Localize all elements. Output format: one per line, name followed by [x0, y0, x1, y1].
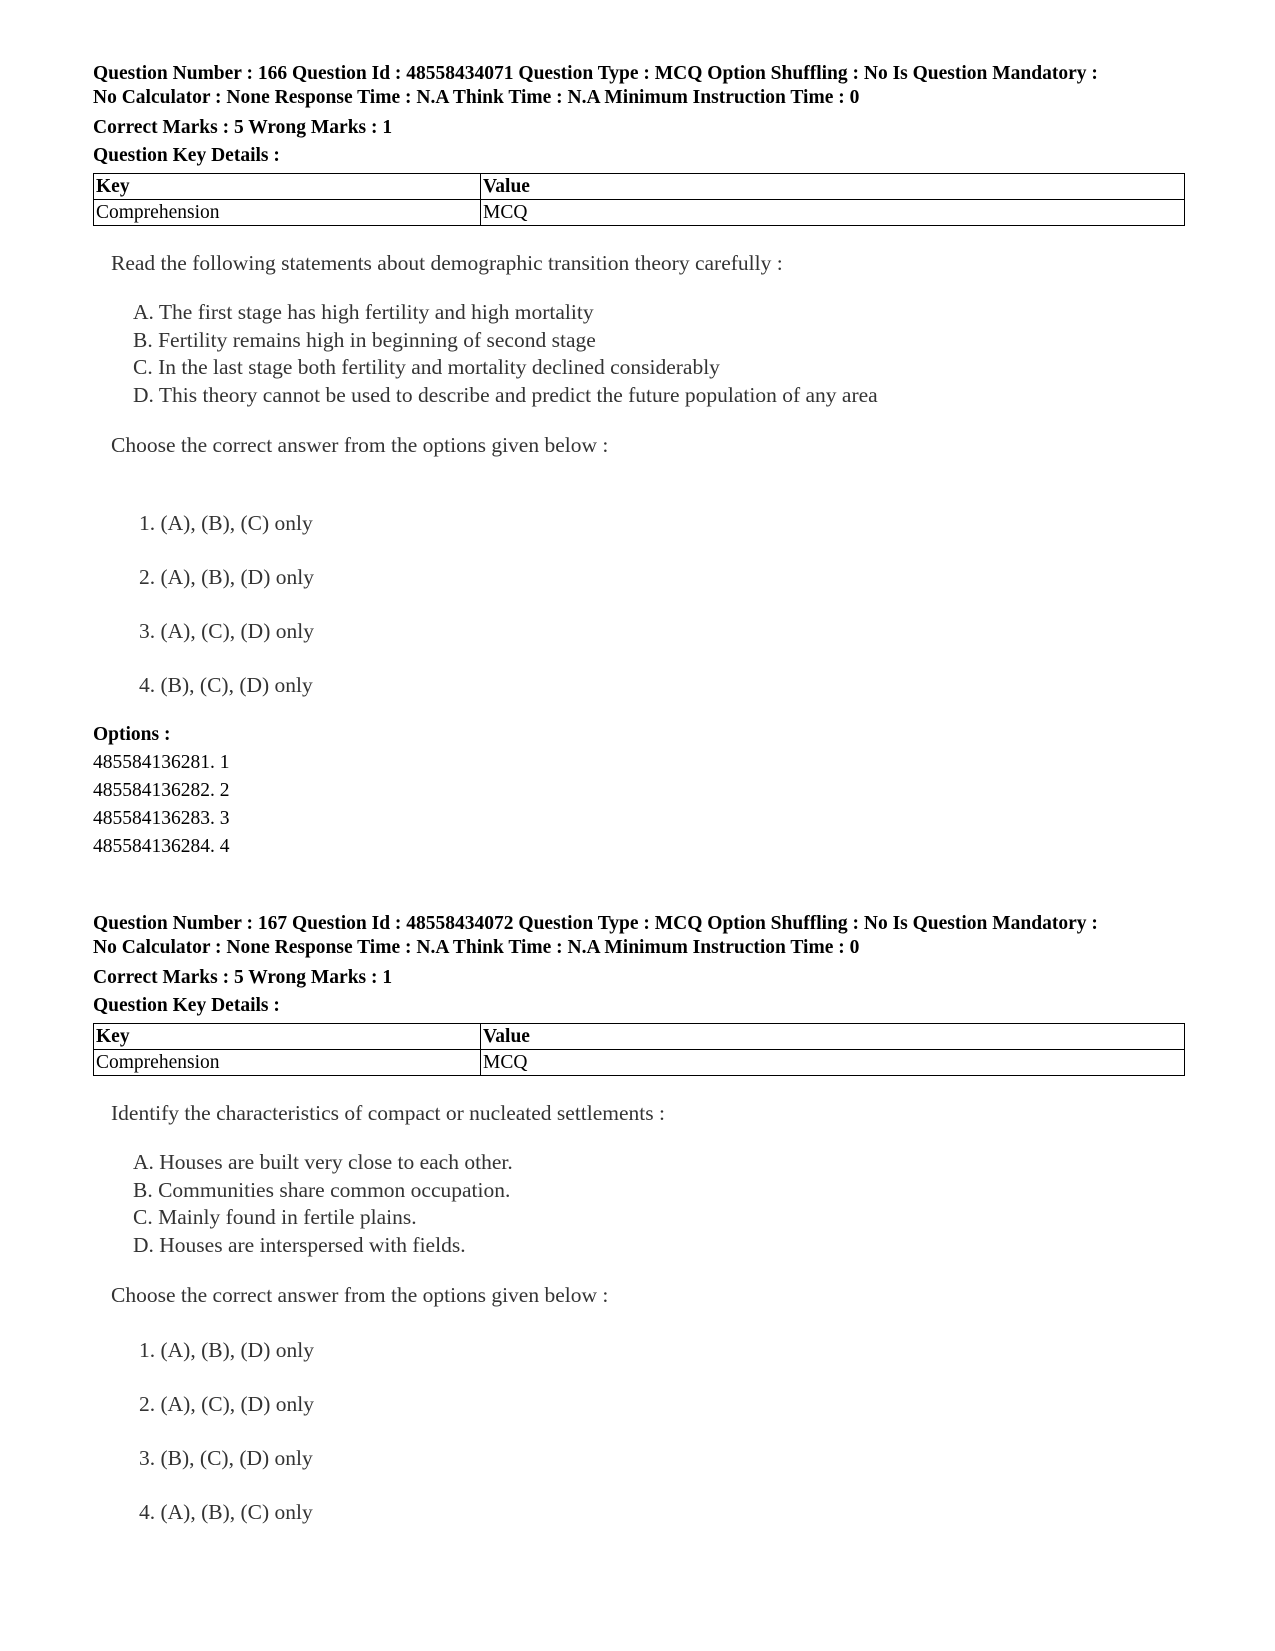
answer-option: 3. (B), (C), (D) only	[139, 1446, 313, 1470]
options-label: Options :	[93, 724, 171, 745]
table-header-key: Key	[94, 174, 481, 200]
statement-item: B. Communities share common occupation.	[133, 1177, 511, 1202]
table-header-row	[94, 174, 1185, 200]
answer-option: 3. (A), (C), (D) only	[139, 619, 314, 643]
question-stem: Identify the characteristics of compact or nucleated settlements :	[111, 1101, 665, 1125]
answer-option-list	[139, 1336, 1185, 1526]
answer-option: 2. (A), (C), (D) only	[139, 1392, 314, 1416]
table-row	[94, 200, 1185, 226]
option-id-item: 485584136284. 4	[93, 836, 230, 857]
question-block-167	[93, 912, 1185, 1552]
question-content	[111, 226, 1185, 699]
marks-line: Correct Marks : 5 Wrong Marks : 1	[93, 967, 393, 988]
statement-item: C. In the last stage both fertility and mortality declined considerably	[133, 355, 720, 379]
answer-option: 2. (A), (B), (D) only	[139, 565, 314, 589]
question-meta-line-2: No Calculator : None Response Time : N.A Think Time : N.A Minimum Instruction Time : 0	[93, 937, 860, 958]
table-cell-key: Comprehension	[94, 1050, 481, 1076]
answer-option: 1. (A), (B), (D) only	[139, 1338, 314, 1362]
answer-option: 4. (A), (B), (C) only	[139, 1500, 313, 1524]
question-meta-line-2: No Calculator : None Response Time : N.A Think Time : N.A Minimum Instruction Time : 0	[93, 87, 860, 108]
statement-item: D. This theory cannot be used to describe and predict the future population of any area	[133, 382, 878, 407]
option-id-item: 485584136282. 2	[93, 780, 230, 801]
table-cell-value: MCQ	[481, 200, 1185, 226]
table-header-value: Value	[481, 174, 1185, 200]
answer-option: 4. (B), (C), (D) only	[139, 673, 313, 697]
table-row	[94, 1050, 1185, 1076]
table-cell-value: MCQ	[481, 1050, 1185, 1076]
option-id-item: 485584136283. 3	[93, 808, 230, 829]
key-details-label: Question Key Details :	[93, 145, 280, 166]
answer-option: 1. (A), (B), (C) only	[139, 511, 313, 535]
choose-instruction: Choose the correct answer from the options given below :	[111, 433, 609, 457]
table-header-key: Key	[94, 1024, 481, 1050]
key-details-table	[93, 173, 1185, 226]
question-meta-line-1: Question Number : 166 Question Id : 48558434071 Question Type : MCQ Option Shuffling : No Is Question Mandatory :	[93, 63, 1098, 84]
option-id-item: 485584136281. 1	[93, 752, 230, 773]
choose-instruction: Choose the correct answer from the options given below :	[111, 1283, 609, 1307]
table-header-row	[94, 1024, 1185, 1050]
statement-item: A. Houses are built very close to each other.	[133, 1150, 513, 1174]
key-details-table	[93, 1023, 1185, 1076]
answer-option-list	[139, 509, 1185, 699]
key-details-label: Question Key Details :	[93, 995, 280, 1016]
question-block-166	[93, 62, 1185, 861]
question-meta-line-1: Question Number : 167 Question Id : 48558434072 Question Type : MCQ Option Shuffling : No Is Question Mandatory :	[93, 913, 1098, 934]
marks-line: Correct Marks : 5 Wrong Marks : 1	[93, 117, 393, 138]
statement-list	[133, 1149, 1185, 1259]
question-stem: Read the following statements about demographic transition theory carefully :	[111, 251, 783, 275]
table-cell-key: Comprehension	[94, 200, 481, 226]
statement-item: C. Mainly found in fertile plains.	[133, 1205, 417, 1229]
question-content	[111, 1076, 1185, 1526]
statement-list	[133, 299, 1185, 409]
statement-item: A. The first stage has high fertility and high mortality	[133, 300, 594, 324]
statement-item: B. Fertility remains high in beginning of second stage	[133, 327, 596, 352]
table-header-value: Value	[481, 1024, 1185, 1050]
option-id-list	[93, 749, 1185, 861]
statement-item: D. Houses are interspersed with fields.	[133, 1232, 466, 1257]
